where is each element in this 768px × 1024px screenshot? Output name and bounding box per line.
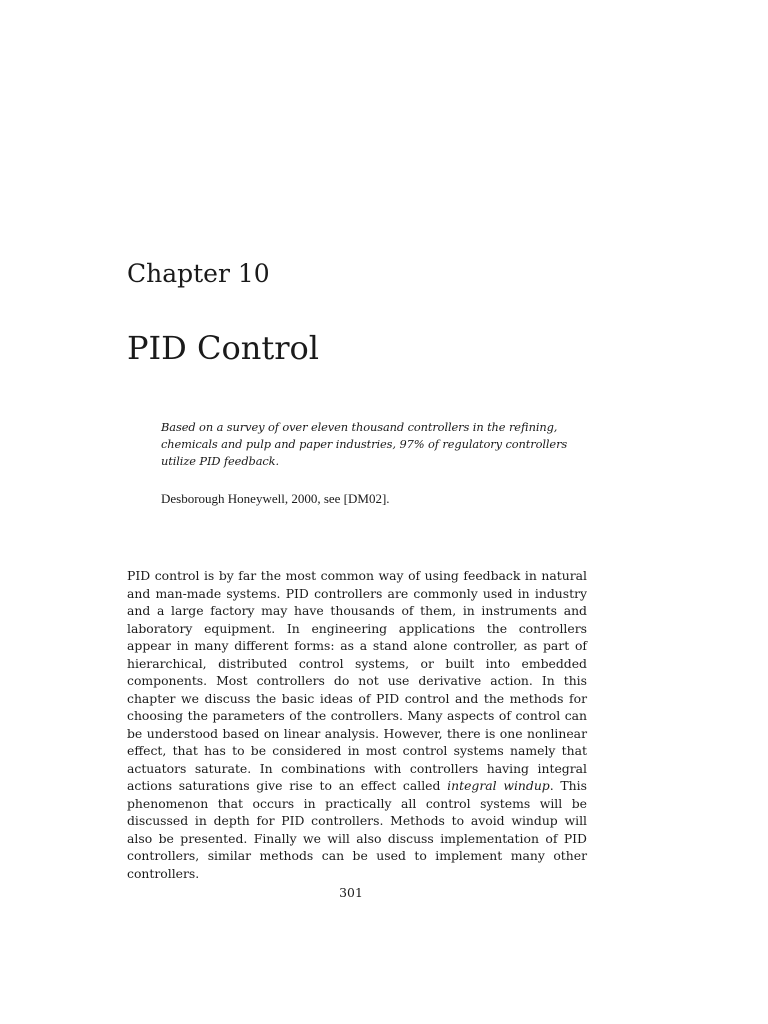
chapter-number: Chapter 10 bbox=[127, 259, 270, 288]
chapter-title: PID Control bbox=[127, 329, 320, 367]
epigraph-quote: Based on a survey of over eleven thousand controllers in the refining, chemicals and pulp and paper industries, 97% of regulatory controllers utilize PID feedback. bbox=[161, 420, 568, 468]
epigraph-attribution: Desborough Honeywell, 2000, see [DM02]. bbox=[161, 491, 390, 506]
body-text-part2: . This phenomenon that occurs in practically all control systems will be discussed in depth for PID controllers. Methods to avoid windup will also be presented. Finally we will also discuss implementation of PID controllers, similar methods can be used to implement many other controllers. bbox=[127, 778, 587, 881]
page-number: 301 bbox=[339, 885, 363, 900]
body-text-part1: PID control is by far the most common way of using feedback in natural and man-made systems. PID controllers are commonly used in industry and a large factory may have thousands of them, in instruments and laboratory equipment. In engineering applications the controllers appear in many different forms: as a stand alone controller, as part of hierarchical, distributed control systems, or built into embedded components. Most controllers do not use derivative action. In this chapter we discuss the basic ideas of PID control and the methods for choosing the parameters of the controllers. Many aspects of control can be understood based on linear analysis. However, there is one nonlinear effect, that has to be considered in most control systems namely that actuators saturate. In combinations with controllers having integral actions saturations give rise to an effect called bbox=[127, 568, 587, 793]
body-emphasis: integral windup bbox=[447, 778, 550, 793]
body-paragraph bbox=[127, 567, 587, 882]
